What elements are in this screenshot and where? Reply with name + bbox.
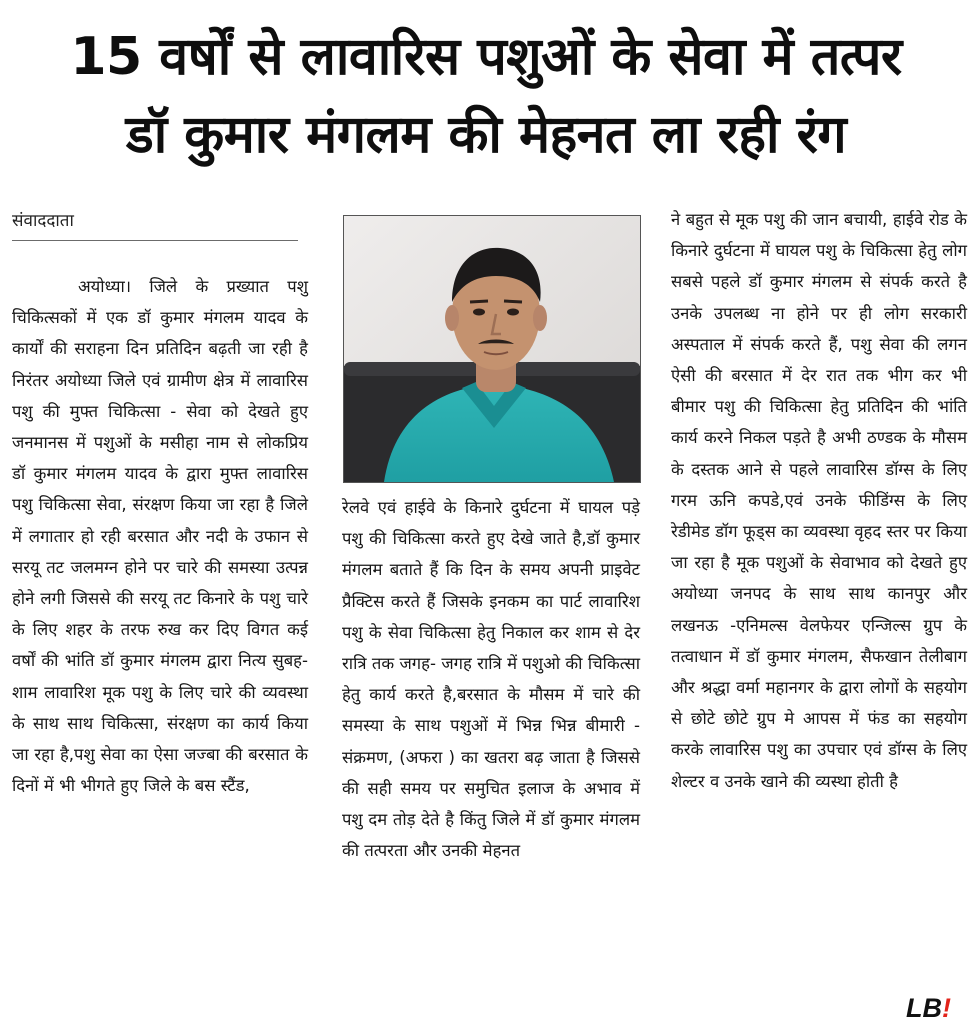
article-column-1 [12, 271, 308, 801]
headline-line-2: डॉ कुमार मंगलम की मेहनत ला रही रंग [125, 105, 847, 165]
article-paragraph-2: रेलवे एवं हाईवे के किनारे दुर्घटना में घायल पड़े पशु की चिकित्सा करते हुए देखे जाते है,डॉ कुमार मंगलम बताते हैं कि दिन के समय अपनी प्राइवेट प्रैक्टिस करते हैं जिसके इनकम का पार्ट लावारिश पशु के सेवा चिकित्सा हेतु निकाल कर शाम से देर रात्रि तक जगह- जगह रात्रि में पशुओ की चिकित्सा हेतु कार्य करते है,बरसात के मौसम में चारे की समस्या के साथ पशुओं में भिन्न भिन्न बीमारी - संक्रमण, (अफरा ) का खतरा बढ़ जाता है जिससे की सही समय पर समुचित इलाज के अभाव में पशु दम तोड़ देते है किंतु जिले में डॉ कुमार मंगलम की तत्परता और उनकी मेहनत [342, 498, 640, 861]
article-column-2 [342, 492, 640, 866]
publisher-logo [906, 992, 968, 1022]
publisher-logo-icon [906, 992, 968, 1022]
headline-line-1: 15 वर्षों से लावारिस पशुओं के सेवा में तत्पर [70, 27, 902, 87]
headline [0, 18, 972, 174]
portrait-photo-icon [344, 216, 640, 482]
article-paragraph-3: ने बहुत से मूक पशु की जान बचायी, हाईवे रोड के किनारे दुर्घटना में घायल पशु के चिकित्सा हेतु लोग सबसे पहले डॉ कुमार मंगलम से संपर्क करते है उनके उपलब्ध ना होने पर ही लोग सरकारी अस्पताल में संपर्क करते हैं, पशु सेवा की लगन ऐसी की बरसात में देर रात तक भीग कर भी बीमार पशु की चिकित्सा हेतु प्रतिदिन की भांति कार्य करने निकल पड़ते है अभी ठण्डक के मौसम के दस्तक आने से पहले लावारिस डॉग्स के लिए गरम ऊनि कपडे,एवं उनके फीडिंग्स के लिए रेडीमेड डॉग फूड्स का व्यवस्था वृहद स्तर पर किया जा रहा है मूक पशुओं के सेवाभाव को देखते हुए अयोध्या जनपद के साथ साथ कानपुर और लखनऊ -एनिमल्स वेलफेयर एन्जिल्स ग्रुप के तत्वाधान में डॉ कुमार मंगलम, सैफखान तेलीबाग और श्रद्धा वर्मा महानगर के द्वारा लोगों के सहयोग से छोटे छोटे ग्रुप मे आपस में फंड का सहयोग करके लावारिस पशु का उपचार एवं डॉग्स के लिए शेल्टर व उनके खाने की व्यस्था होती है [671, 210, 967, 791]
article-paragraph-1: अयोध्या। जिले के प्रख्यात पशु चिकित्सकों में एक डॉ कुमार मंगलम यादव के कार्यों की सराहना दिन प्रतिदिन बढ़ती जा रही है निरंतर अयोध्या जिले एवं ग्रामीण क्षेत्र में लावारिस पशु की मुफ्त चिकित्सा - सेवा को देखते हुए जनमानस में पशुओं के मसीहा नाम से लोकप्रिय डॉ कुमार मंगलम यादव के द्वारा मुफ्त लावारिस पशु चिकित्सा सेवा, संरक्षण किया जा रहा है जिले में लगातार हो रही बरसात और नदी के उफान से सरयू तट जलमग्न होने पर चारे की समस्या उत्पन्न होने लगी जिससे की सरयू तट किनारे के पशु चारे के लिए शहर के तरफ रुख कर दिए विगत कई वर्षों की भांति डॉ कुमार मंगलम द्वारा नित्य सुबह- शाम लावारिश मूक पशु के लिए चारे की व्यवस्था के साथ साथ चिकित्सा, संरक्षण का कार्य किया जा रहा है,पशु सेवा का ऐसा जज्बा की बरसात के दिनों में भी भीगते हुए जिले के बस स्टैंड, [12, 277, 308, 796]
portrait-photo [343, 215, 641, 483]
svg-text:LB!: LB! [906, 993, 951, 1022]
byline: संवाददाता [12, 208, 298, 241]
article-column-3 [671, 204, 967, 797]
